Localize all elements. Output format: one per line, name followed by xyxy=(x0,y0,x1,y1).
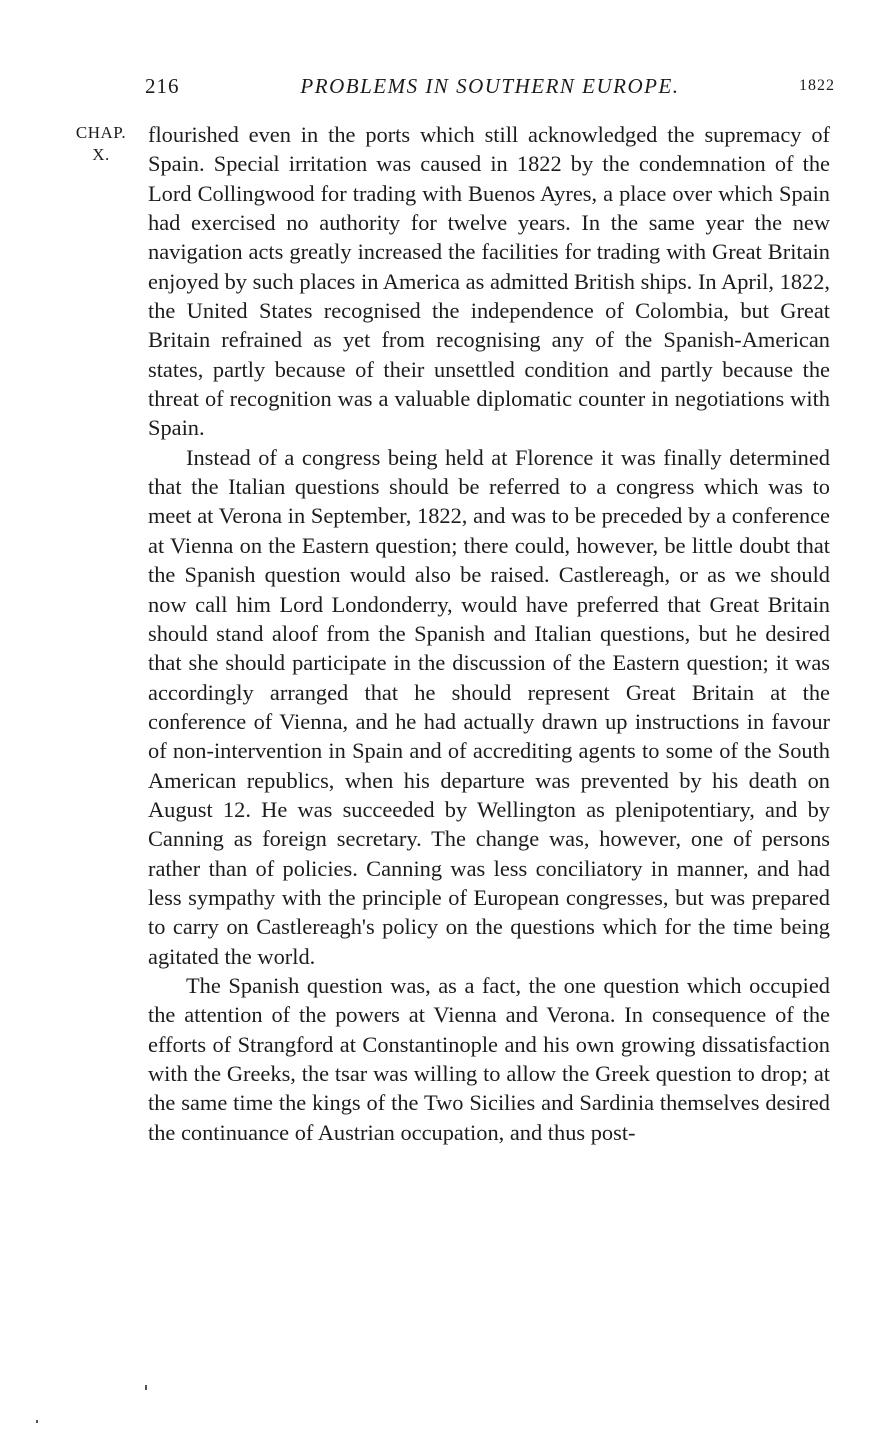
paragraph-2: Instead of a congress being held at Florence it was finally determined that the Italian questions should be referred to a congress which was to meet at Verona in September, 1822, and was to be preceded by a conference at Vienna on the Eastern question; there could, however, be little doubt that the Spanish question would also be raised. Castlereagh, or as we should now call him Lord Londonderry, would have preferred that Great Britain should stand aloof from the Spanish and Italian questions, but he desired that she should participate in the discussion of the Eastern question; it was accordingly arranged that he should represent Great Britain at the conference of Vienna, and he had actually drawn up instructions in favour of non-intervention in Spain and of accrediting agents to some of the South American republics, when his departure was prevented by his death on August 12. He was succeeded by Wellington as plenipotentiary, and by Canning as foreign secretary. The change was, however, one of persons rather than of policies. Canning was less conciliatory in manner, and had less sympathy with the principle of European congresses, but was prepared to carry on Castlereagh's policy on the questions which for the time being agitated the world. xyxy=(148,444,830,969)
running-title: PROBLEMS IN SOUTHERN EUROPE. xyxy=(300,74,680,98)
chapter-number: X. xyxy=(92,145,110,164)
scan-speck xyxy=(36,1420,38,1423)
running-year: 1822 xyxy=(799,77,835,94)
page-number: 216 xyxy=(145,74,180,98)
chapter-label: CHAP. xyxy=(75,123,127,142)
paragraph-1: flourished even in the ports which still acknowledged the supremacy of Spain. Special irritation was caused in 1822 by the condemnation of the Lord Collingwood for trading with Buenos Ayres, a place over which Spain had exercised no authority for twelve years. In the same year the new navigation acts greatly increased the facilities for trading with Great Britain enjoyed by such places in America as admitted British ships. In April, 1822, the United States recognised the independence of Colombia, but Great Britain refrained as yet from recognising any of the Spanish-American states, partly because of their unsettled condition and partly because the threat of recognition was a valuable diplomatic counter in negotiations with Spain. xyxy=(148,122,830,441)
running-head xyxy=(145,70,835,102)
body-text xyxy=(148,120,830,1147)
paragraph-3: The Spanish question was, as a fact, the one question which occupied the attention of the powers at Vienna and Verona. In consequence of the efforts of Strangford at Constantinople and his own growing dissatisfaction with the Greeks, the tsar was willing to allow the Greek question to drop; at the same time the kings of the Two Sicilies and Sardinia themselves desired the continuance of Austrian occupation, and thus post- xyxy=(148,972,830,1145)
scan-speck xyxy=(145,1385,147,1390)
chapter-marker xyxy=(66,122,136,166)
